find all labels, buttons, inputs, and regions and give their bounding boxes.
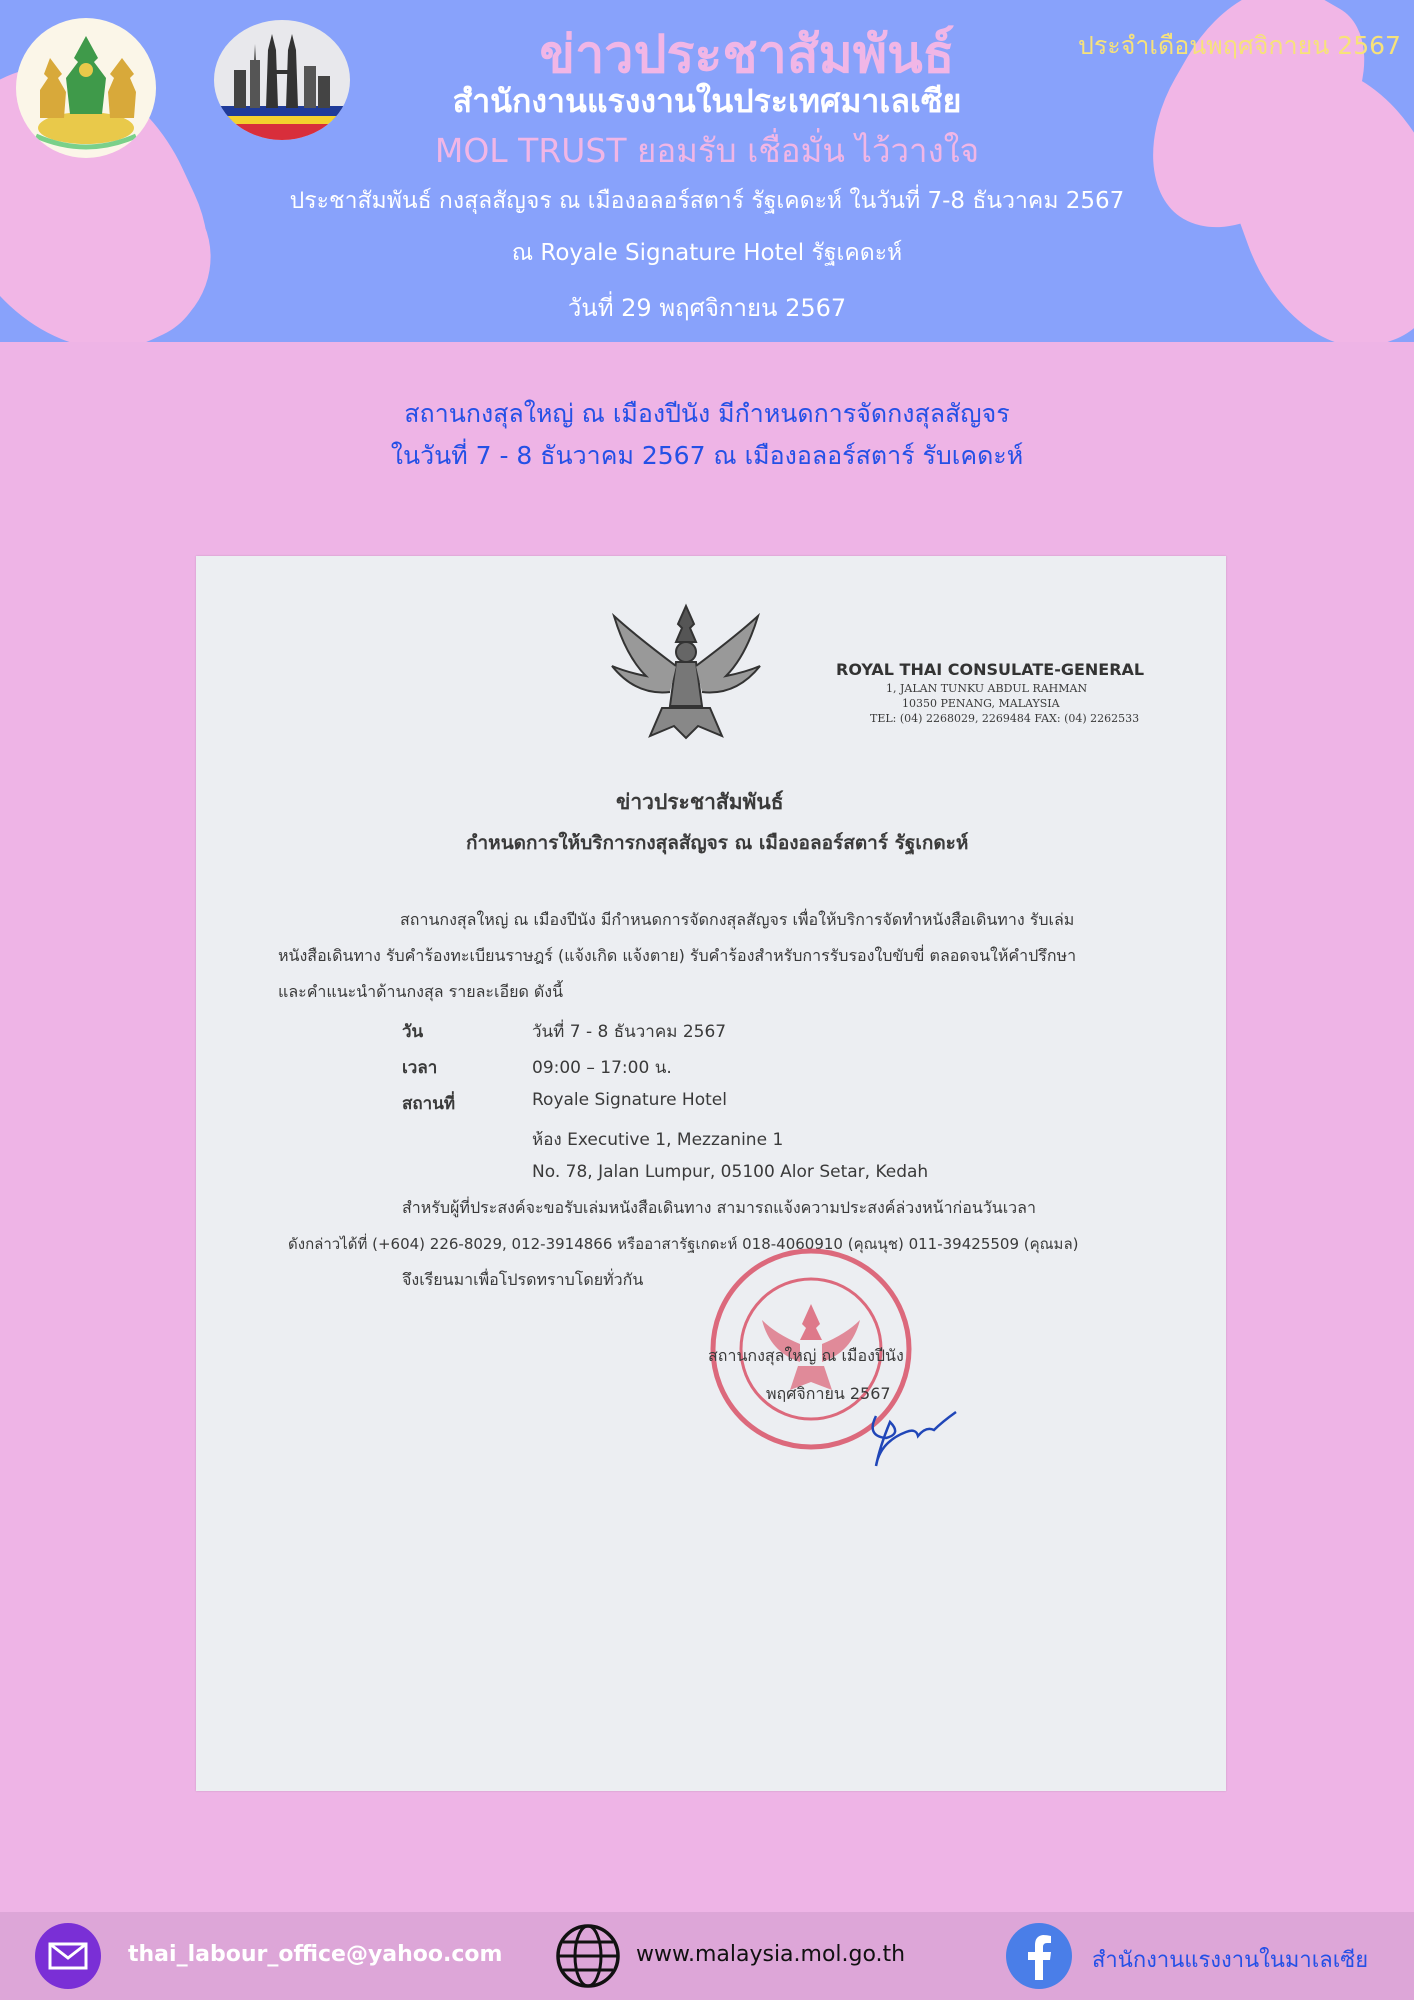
day-label: วัน	[402, 1022, 424, 1042]
header-banner	[0, 0, 1414, 342]
letter-title: ข่าวประชาสัมพันธ์	[616, 790, 784, 814]
para1-line3: และคำแนะนำด้านกงสุล รายละเอียด ดังนี้	[278, 982, 564, 1001]
garuda-emblem	[606, 596, 766, 746]
office-name: สำนักงานแรงงานในประเทศมาเลเซีย	[452, 82, 962, 120]
signature-org: สถานกงสุลใหญ่ ณ เมืองปีนัง	[708, 1346, 904, 1365]
signature	[846, 1376, 966, 1486]
para1-line2: หนังสือเดินทาง รับคำร้องทะเบียนราษฎร์ (แจ้งเกิด แจ้งตาย) รับคำร้องสำหรับการรับรองใบขับขี่ ตลอดจนให้คำปรึกษา	[278, 946, 1077, 965]
facebook-icon[interactable]	[1005, 1922, 1073, 1990]
signature-date: พฤศจิกายน 2567	[766, 1384, 891, 1403]
footer-bar	[0, 1912, 1414, 2000]
time-label: เวลา	[402, 1058, 438, 1078]
mail-icon[interactable]	[34, 1922, 102, 1990]
para2-line1: สำหรับผู้ที่ประสงค์จะขอรับเล่มหนังสือเดินทาง สามารถแจ้งความประสงค์ล่วงหน้าก่อนวันเวลา	[402, 1198, 1036, 1217]
headline: ประชาสัมพันธ์ กงสุลสัญจร ณ เมืองอลอร์สตาร์ รัฐเคดะห์ ในวันที่ 7-8 ธันวาคม 2567	[289, 188, 1125, 214]
date-line: วันที่ 29 พฤศจิกายน 2567	[567, 294, 847, 322]
header-title: ข่าวประชาสัมพันธ์	[539, 25, 955, 85]
para1-line1: สถานกงสุลใหญ่ ณ เมืองปีนัง มีกำหนดการจัดกงสุลสัญจร เพื่อให้บริการจัดทำหนังสือเดินทาง รับเล่ม	[400, 910, 1075, 929]
slogan: MOL TRUST ยอมรับ เชื่อมั่น ไว้วางใจ	[434, 131, 980, 170]
closing-line: จึงเรียนมาเพื่อโปรดทราบโดยทั่วกัน	[402, 1270, 644, 1289]
place-line-1: Royale Signature Hotel	[532, 1090, 727, 1110]
time-value: 09:00 – 17:00 น.	[532, 1058, 672, 1078]
consulate-address-1: 1, JALAN TUNKU ABDUL RAHMAN	[886, 682, 1088, 695]
footer-facebook[interactable]: สำนักงานแรงงานในมาเลเซีย	[1092, 1948, 1369, 1973]
letter-subtitle: กำหนดการให้บริการกงสุลสัญจร ณ เมืองอลอร์สตาร์ รัฐเกดะห์	[466, 832, 969, 854]
intro-line-1: สถานกงสุลใหญ่ ณ เมืองปีนัง มีกำหนดการจัดกงสุลสัญจร	[404, 399, 1010, 428]
place-line-2: ห้อง Executive 1, Mezzanine 1	[532, 1130, 784, 1150]
place-line-3: No. 78, Jalan Lumpur, 05100 Alor Setar, Kedah	[532, 1162, 929, 1182]
globe-icon[interactable]	[554, 1922, 622, 1990]
footer-website[interactable]: www.malaysia.mol.go.th	[636, 1942, 906, 1967]
consulate-phone: TEL: (04) 2268029, 2269484 FAX: (04) 2262533	[870, 712, 1140, 725]
day-value: วันที่ 7 - 8 ธันวาคม 2567	[532, 1022, 727, 1042]
footer-email[interactable]: thai_labour_office@yahoo.com	[128, 1942, 503, 1967]
place-label: สถานที่	[402, 1094, 456, 1114]
consulate-address-2: 10350 PENANG, MALAYSIA	[902, 697, 1060, 710]
consulate-name: ROYAL THAI CONSULATE-GENERAL	[836, 660, 1145, 679]
venue-line: ณ Royale Signature Hotel รัฐเคดะห์	[511, 240, 903, 266]
para2-line2: ดังกล่าวได้ที่ (+604) 226-8029, 012-3914866 หรืออาสารัฐเกดะห์ 018-4060910 (คุณนุช) 011-39425509 (คุณมล)	[288, 1235, 1079, 1253]
letter-photo	[196, 556, 1226, 1791]
month-label: ประจำเดือนพฤศจิกายน 2567	[1078, 31, 1401, 60]
intro-line-2: ในวันที่ 7 - 8 ธันวาคม 2567 ณ เมืองอลอร์สตาร์ รับเคดะห์	[390, 441, 1024, 470]
